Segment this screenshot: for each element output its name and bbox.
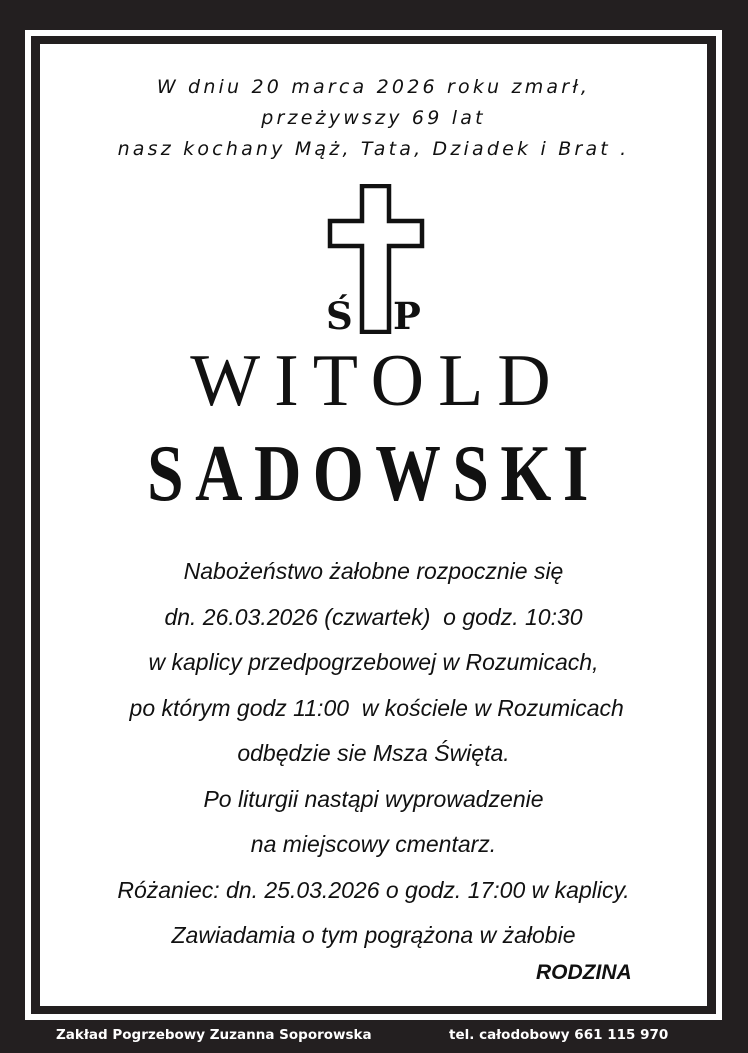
family-signature: RODZINA: [536, 961, 632, 984]
ceremony-line: Różaniec: dn. 25.03.2026 o godz. 17:00 w kaplicy.: [117, 876, 630, 903]
ceremony-line: dn. 26.03.2026 (czwartek) o godz. 10:30: [164, 603, 583, 630]
symbol-s-letter: Ś: [326, 294, 353, 338]
intro-line: przeżywszy 69 lat: [261, 107, 486, 129]
first-name: WITOLD: [190, 340, 565, 422]
footer-phone: tel. całodobowy 661 115 970: [449, 1027, 669, 1043]
last-name: SADOWSKI: [147, 430, 600, 518]
ceremony-line: Zawiadamia o tym pogrążona w żałobie: [171, 922, 576, 948]
ceremony-line: po którym godz 11:00 w kościele w Rozumicach: [123, 694, 624, 721]
intro-line: W dniu 20 marca 2026 roku zmarł,: [156, 76, 591, 98]
ceremony-line: Po liturgii nastąpi wyprowadzenie: [203, 785, 544, 812]
symbol-p-letter: P: [393, 294, 421, 338]
intro-text: [40, 72, 707, 165]
ceremony-details: [40, 549, 707, 959]
ceremony-line: Nabożeństwo żałobne rozpocznie się: [183, 558, 564, 584]
obituary-content: [40, 44, 707, 1006]
ceremony-line: w kaplicy przedpogrzebowej w Rozumicach,: [148, 649, 599, 675]
ceremony-line: odbędzie sie Msza Święta.: [237, 740, 510, 766]
footer-company: Zakład Pogrzebowy Zuzanna Soporowska: [56, 1027, 372, 1043]
ceremony-line: na miejscowy cmentarz.: [250, 831, 497, 857]
intro-line: nasz kochany Mąż, Tata, Dziadek i Brat .: [117, 138, 630, 160]
